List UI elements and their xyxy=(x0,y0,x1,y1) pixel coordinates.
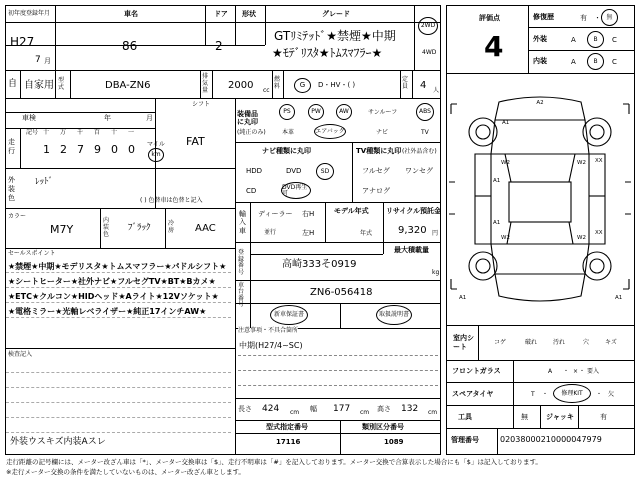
nav-cd: CD xyxy=(246,187,257,195)
tv-label: TV種類に丸印 xyxy=(356,147,402,155)
rear-glass-shape xyxy=(507,222,573,244)
front-left-wheel xyxy=(469,118,497,146)
capacity-label: 定員 xyxy=(402,76,409,91)
chassis-value: ZN6-056418 xyxy=(310,287,373,298)
damage-left-w2: W2 xyxy=(501,160,510,166)
divider xyxy=(235,142,441,143)
divider xyxy=(20,70,21,98)
damage-right-xx: XX xyxy=(595,158,603,164)
divider xyxy=(235,328,236,455)
tv-sub: (社外品含む) xyxy=(402,148,437,155)
glass-label: フロントガラス xyxy=(452,367,501,375)
tv-oneseg: ワンセグ xyxy=(405,167,433,175)
abs-circle xyxy=(416,103,434,121)
divider xyxy=(446,428,635,429)
mgmt-label: 管理番号 xyxy=(451,436,479,444)
spare-missing: 欠 xyxy=(608,391,615,398)
rear-bumper-shape xyxy=(495,274,585,301)
new-car-warranty-circle xyxy=(270,305,308,325)
recycle-label: リサイクル預託金 xyxy=(386,207,442,215)
interior-grade-b: B xyxy=(593,57,598,65)
recycle-value: 9,320 xyxy=(398,225,427,236)
km-circle xyxy=(148,148,164,162)
width-unit: cm xyxy=(360,409,370,416)
grade-line-2: ★ﾓﾃﾞﾘｽﾀ★ﾄﾑｽﾏﾌﾗｰ★ xyxy=(272,46,383,60)
color-code: M7Y xyxy=(50,223,74,236)
repair-yes: 有 xyxy=(580,14,587,22)
equipment-label: 装備品に丸印 xyxy=(237,110,258,127)
divider xyxy=(478,325,479,360)
equip-navi: ナビ xyxy=(376,129,389,136)
tools-value: 無 xyxy=(521,413,528,421)
shift-label: シフト xyxy=(192,101,211,108)
rule xyxy=(6,432,231,433)
import-label: 輸入車 xyxy=(239,210,246,235)
seat-label: 室内シート xyxy=(453,334,474,352)
repair-none: 無 xyxy=(606,13,613,21)
divider xyxy=(5,112,155,113)
divider xyxy=(5,248,235,249)
inspection-label: 車検 xyxy=(22,114,36,122)
door-label: ドア xyxy=(214,10,228,18)
mileage-digit-header: 千 xyxy=(77,129,84,136)
fuel-g: G xyxy=(299,81,306,89)
class-category: 1089 xyxy=(384,438,404,446)
width-label: 幅 xyxy=(310,405,317,413)
divider xyxy=(528,5,529,73)
recycle-unit: 円 xyxy=(432,230,439,237)
ac-label: 冷房 xyxy=(168,220,175,235)
divider xyxy=(235,398,441,399)
color-code-label: カラー xyxy=(8,213,27,220)
new-car-warranty: 新車保証書 xyxy=(273,311,304,318)
divider xyxy=(340,420,341,455)
reg-label: 登録番号 xyxy=(238,249,245,276)
rating-label: 評価点 xyxy=(479,14,500,22)
inspector-note: 外装ウスキズ内装Aスレ xyxy=(10,437,106,447)
airbag-circle xyxy=(314,124,346,139)
glass-sep: ・ xyxy=(563,368,570,375)
divider xyxy=(528,27,635,28)
inspector-label: 検査記入 xyxy=(8,351,33,358)
damage-rear-a1-left: A1 xyxy=(459,295,467,301)
drive-2wd-circle xyxy=(418,17,438,35)
rule xyxy=(238,370,438,371)
seat-opt-burn: コゲ xyxy=(494,339,507,346)
divider xyxy=(325,202,326,242)
exterior-grade-b: B xyxy=(593,35,598,43)
import-dealer: ディーラー xyxy=(258,210,293,218)
rule xyxy=(238,355,438,356)
mileage-digit-header: 記号 xyxy=(26,129,39,136)
divider xyxy=(283,70,284,98)
rule xyxy=(6,402,231,403)
interior-color: ﾌﾞﾗｯｸ xyxy=(128,223,151,233)
divider xyxy=(446,360,635,361)
usage: 自家用 xyxy=(24,80,54,91)
glass-a: A xyxy=(548,368,553,375)
nav-dvd: DVD xyxy=(286,167,302,175)
import-right: 右H xyxy=(302,210,315,218)
rule xyxy=(6,287,231,288)
divider xyxy=(5,348,235,349)
capacity-unit: 人 xyxy=(433,87,440,94)
mile-label: マイル xyxy=(147,141,165,148)
exterior-grade-label: 外装 xyxy=(533,35,547,43)
mileage-digit: 9 xyxy=(94,143,101,156)
exterior-grade-b-circle xyxy=(587,31,604,48)
dvd-play-circle xyxy=(281,182,311,199)
left-side-shape xyxy=(475,154,491,244)
front-right-wheel xyxy=(583,118,611,146)
drive-4wd: 4WD xyxy=(422,49,437,56)
equip-sunroof: サンルーフ xyxy=(368,109,398,116)
equip-airbag: エアバック xyxy=(315,127,345,135)
tv-fullseg: フルセグ xyxy=(362,167,390,175)
fuel-g-circle xyxy=(294,78,311,93)
equip-pw: PW xyxy=(311,108,321,115)
mileage-digit: 7 xyxy=(77,143,84,156)
sales-line-4: ★電格ミラー★光軸レベライザー★純正17インチAW★ xyxy=(8,307,207,316)
height-unit: cm xyxy=(428,409,438,416)
height: 132 xyxy=(401,404,419,414)
equip-leather: 本革 xyxy=(282,129,295,136)
damage-left-a1: A1 xyxy=(493,178,501,184)
height-label: 高さ xyxy=(377,405,391,413)
load-label: 最大積載量 xyxy=(394,246,429,254)
sales-label: セールスポイント xyxy=(8,250,56,257)
grade-label: グレード xyxy=(322,10,350,18)
damage-front-a1: A1 xyxy=(502,120,510,126)
displacement-unit: cc xyxy=(263,87,270,94)
pw-circle xyxy=(308,104,324,120)
notes-value: 中期(H27/4~SC) xyxy=(239,341,303,350)
divider xyxy=(165,208,166,248)
mileage-digit: 2 xyxy=(60,143,67,156)
divider xyxy=(235,420,441,421)
capacity: 4 xyxy=(420,80,427,91)
car-name: 86 xyxy=(122,39,138,53)
rear-left-wheel xyxy=(469,252,497,280)
spare-kit: 修理KIT xyxy=(561,389,583,397)
fuel-options: D・HV・( ) xyxy=(318,81,356,89)
interior-grade-c: C xyxy=(612,58,617,66)
reg-month-unit: 月 xyxy=(44,57,51,65)
mileage-digit-headers xyxy=(22,130,142,138)
interior-grade-label: 内装 xyxy=(533,57,547,65)
first-reg-label: 初年度登録年月 xyxy=(8,10,51,17)
door-count: 2 xyxy=(215,39,223,53)
mileage-digit: 0 xyxy=(111,143,118,156)
divider xyxy=(100,208,101,248)
equipment-sub: (純正のみ) xyxy=(237,129,266,136)
km-unit: km xyxy=(151,151,161,158)
model-year-label: モデル年式 xyxy=(334,207,369,215)
divider xyxy=(205,5,206,45)
type-designation-label: 型式指定番号 xyxy=(266,423,308,431)
mileage-digit-header: 万 xyxy=(60,129,67,136)
mileage-label: 走行 xyxy=(8,138,15,156)
divider xyxy=(235,202,441,203)
sales-line-2: ★シートヒーター★社外ナビ★フルセグTV★BT★Bカメ★ xyxy=(8,277,216,286)
equip-aw: AW xyxy=(339,108,349,115)
shape-label: 形状 xyxy=(242,10,256,18)
divider xyxy=(513,360,514,428)
aw-circle xyxy=(336,104,352,120)
mileage-digit-header: 百 xyxy=(94,129,101,136)
mileage-digit-header: 一 xyxy=(128,129,135,136)
divider xyxy=(446,325,635,326)
spare-t: T xyxy=(531,391,535,398)
inspection-month: 月 xyxy=(146,114,153,122)
exterior-grade-a: A xyxy=(571,36,576,44)
load-unit: kg xyxy=(432,269,440,276)
divider xyxy=(446,382,635,383)
divider xyxy=(200,70,201,98)
divider xyxy=(235,303,441,304)
divider xyxy=(265,5,266,45)
divider xyxy=(20,128,21,168)
equip-tv: TV xyxy=(421,129,429,136)
width: 177 xyxy=(333,404,351,414)
divider xyxy=(250,254,383,255)
tools-label: 工具 xyxy=(458,413,472,421)
inspection-year: 年 xyxy=(104,114,111,122)
divider xyxy=(578,405,579,428)
nav-label: ナビ種類に丸印 xyxy=(262,147,311,155)
rule xyxy=(6,372,231,373)
rule xyxy=(6,387,231,388)
rule xyxy=(6,417,231,418)
rear-right-wheel xyxy=(583,252,611,280)
damage-right-xx-rear: XX xyxy=(595,230,603,236)
shift: FAT xyxy=(186,135,205,148)
drive-2wd: 2WD xyxy=(420,22,436,29)
seat-opt-scratch: キズ xyxy=(605,339,617,346)
mileage-digit: 1 xyxy=(43,143,50,156)
nav-sd: SD xyxy=(320,167,330,175)
repair-label: 修復歴 xyxy=(533,13,554,21)
name-label: 車名 xyxy=(124,10,138,18)
length-label: 長さ xyxy=(238,405,252,413)
jack-label: ジャッキ xyxy=(546,413,574,421)
chassis-label: 車台番号 xyxy=(238,282,245,308)
divider xyxy=(412,70,413,98)
jack-value: 有 xyxy=(600,413,607,421)
windshield-shape xyxy=(505,154,575,182)
glass-sep-2: ・ xyxy=(579,368,586,375)
model-label: 型式 xyxy=(58,77,65,92)
exterior-label: 外装色 xyxy=(8,176,15,203)
glass-replace: 要入 xyxy=(587,368,600,375)
spare-kit-circle xyxy=(553,384,591,403)
divider xyxy=(352,142,353,202)
divider xyxy=(5,98,441,99)
reg-month: 7 xyxy=(35,55,41,65)
color-note: ( ) 色替車は色替と記入 xyxy=(140,197,203,204)
model: DBA-ZN6 xyxy=(105,80,151,91)
divider xyxy=(528,50,635,51)
displacement-label: 排気量 xyxy=(202,73,209,94)
seat-opt-stain: 汚れ xyxy=(553,339,566,346)
rule xyxy=(238,385,438,386)
car-diagram xyxy=(447,74,634,324)
sales-line-3: ★ETC★クルコン★HIDヘッド★Aライト★12Vソケット★ xyxy=(8,292,219,301)
divider xyxy=(55,70,56,98)
seat-opt-hole: 穴 xyxy=(583,339,590,346)
reg-year: H27 xyxy=(10,35,35,49)
manual-circle xyxy=(376,305,412,325)
divider xyxy=(272,70,273,98)
footnote-1: 走行距離の記号欄には、メーター改ざん車は「*」、メーター交換車は「$」、走行不明車は「#」を記入しております。メーター交換で合算表示した場合にも「$」は記入しております。 xyxy=(6,458,542,466)
mileage-digit: 0 xyxy=(128,143,135,156)
spare-label: スペアタイヤ xyxy=(452,390,494,398)
divider xyxy=(400,70,401,98)
rule xyxy=(6,317,231,318)
divider xyxy=(212,70,213,98)
sales-line-1: ★禁煙★中期★モデリスタ★トムスマフラー★パドルシフト★ xyxy=(8,262,227,271)
spare-sep-2: ・ xyxy=(596,391,603,398)
damage-a2: A2 xyxy=(536,100,544,106)
nav-dvd-play: DVD再生可 xyxy=(282,183,308,197)
equip-abs: ABS xyxy=(419,108,431,115)
class-category-label: 類別区分番号 xyxy=(362,423,404,431)
divider xyxy=(235,242,441,243)
repair-dot: ・ xyxy=(594,14,601,22)
exterior-color: ﾚｯﾄﾞ xyxy=(35,177,54,187)
divider xyxy=(540,405,541,428)
fuel-label: 燃料 xyxy=(274,76,281,91)
sd-circle xyxy=(316,163,334,180)
grade-line-1: GTﾘﾐﾃｯﾄﾞ★禁煙★中期 xyxy=(274,29,396,43)
usage-prefix: 自 xyxy=(8,79,18,89)
rule xyxy=(6,302,231,303)
trunk-shape xyxy=(491,244,589,274)
damage-left-a1-rear: A1 xyxy=(493,220,501,226)
divider xyxy=(340,303,341,328)
notes-label: 注意事項・不具合箇所 xyxy=(238,327,299,334)
mileage-digits xyxy=(22,142,142,158)
glass-x: × xyxy=(573,368,579,375)
nav-hdd: HDD xyxy=(246,167,263,175)
footnote-2: ※走行メーター交換の条件を満たしていないものは、メーター改ざん車とします。 xyxy=(6,468,245,476)
length-unit: cm xyxy=(290,409,300,416)
mgmt-value: 02038000210000047979 xyxy=(500,435,602,444)
mileage-digit-header: 十 xyxy=(43,129,50,136)
rating-value: 4 xyxy=(484,30,504,63)
divider xyxy=(235,5,236,45)
damage-rear-a1-right: A1 xyxy=(615,295,623,301)
exterior-grade-c: C xyxy=(612,36,617,44)
interior-grade-b-circle xyxy=(587,53,604,70)
divider xyxy=(5,168,235,169)
repair-none-circle xyxy=(601,9,618,26)
rule xyxy=(6,272,231,273)
equip-ps: PS xyxy=(283,108,291,115)
type-designation: 17116 xyxy=(276,438,301,446)
manual: 取扱説明書 xyxy=(378,311,409,318)
divider xyxy=(55,5,56,70)
import-left: 左H xyxy=(302,229,315,237)
divider xyxy=(383,202,384,254)
divider xyxy=(235,280,441,281)
divider xyxy=(5,22,441,23)
spare-sep: ・ xyxy=(542,391,549,398)
displacement: 2000 xyxy=(228,80,254,91)
ps-circle xyxy=(279,104,295,120)
damage-right-w2: W2 xyxy=(577,160,586,166)
reg-value: 高崎333そ0919 xyxy=(282,259,357,270)
import-parallel: 並行 xyxy=(264,229,277,236)
divider xyxy=(235,98,236,328)
interior-color-label: 内装色 xyxy=(103,217,110,238)
length: 424 xyxy=(262,404,280,414)
divider xyxy=(250,202,251,242)
divider xyxy=(70,70,71,98)
divider xyxy=(497,428,498,455)
divider xyxy=(5,208,235,209)
roof-shape xyxy=(509,182,571,222)
tv-analog: アナログ xyxy=(362,187,390,195)
damage-rear-w2-right: W2 xyxy=(577,235,586,241)
divider xyxy=(414,5,415,70)
ac: AAC xyxy=(195,223,216,234)
interior-grade-a: A xyxy=(571,58,576,66)
mileage-digit-header: 十 xyxy=(111,129,118,136)
model-year-unit: 年式 xyxy=(360,230,373,237)
damage-rear-w2-left: W2 xyxy=(501,235,510,241)
seat-opt-tear: 破れ xyxy=(525,339,538,346)
divider xyxy=(235,433,441,434)
